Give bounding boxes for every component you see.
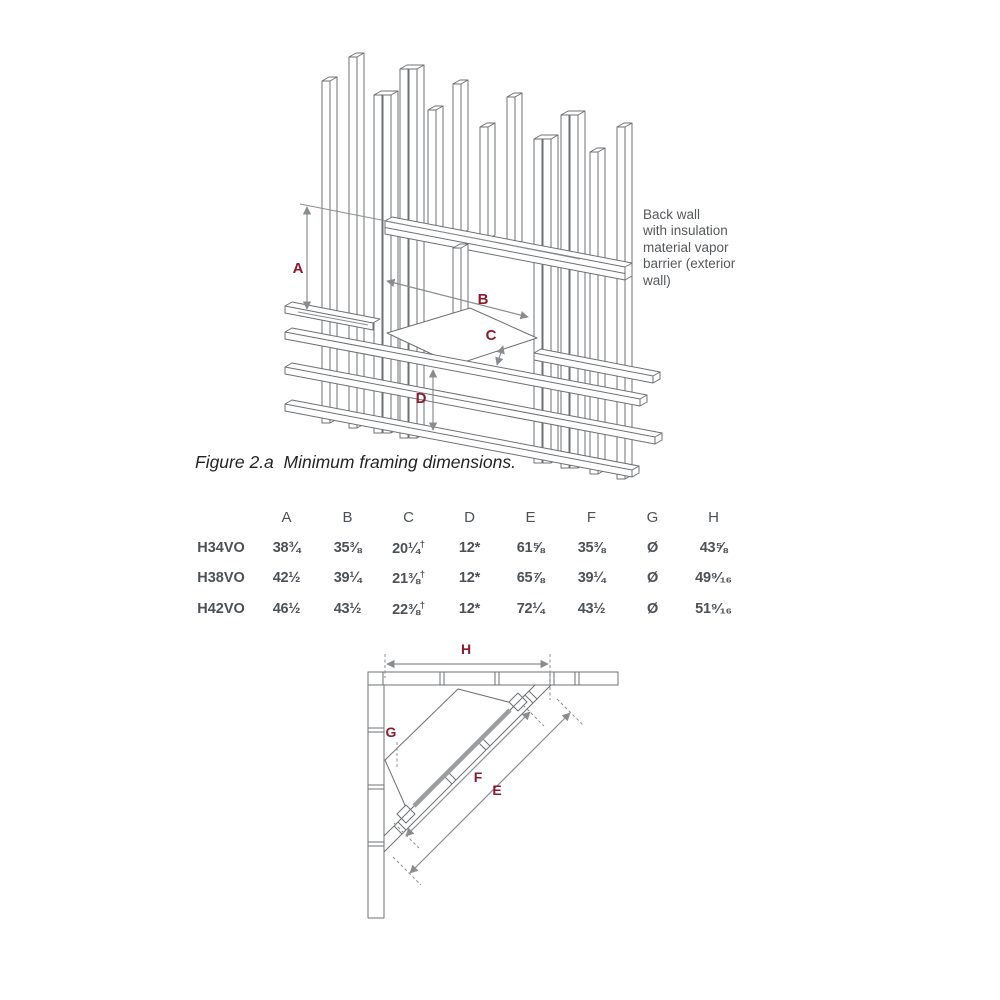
column-header-h: H	[708, 508, 719, 526]
dagger-note-mark: †	[419, 599, 425, 611]
column-header-f: F	[586, 508, 597, 526]
column-header-a: A	[281, 508, 292, 526]
dagger-note-mark: †	[419, 538, 425, 550]
table-cell: 43½	[577, 600, 606, 617]
model-label: H38VO	[197, 570, 245, 587]
table-cell: 38¾	[272, 539, 301, 556]
cripple-stud	[480, 123, 495, 239]
corner-framing-plan-diagram	[360, 638, 630, 933]
table-cell: 12*	[458, 539, 481, 556]
table-cell: 20¼†	[392, 538, 425, 557]
dimension-label-c: C	[485, 327, 497, 344]
table-cell: Ø	[646, 600, 659, 617]
model-label: H34VO	[197, 539, 245, 556]
isometric-framing-diagram	[270, 40, 700, 490]
table-cell: 65⅞	[516, 570, 545, 587]
table-cell: Ø	[646, 570, 659, 587]
table-cell: 49⁹⁄₁₆	[695, 570, 732, 587]
dimension-a	[293, 207, 307, 309]
table-cell: 46½	[272, 600, 301, 617]
table-cell: 43½	[333, 600, 362, 617]
dimension-label-b: B	[477, 291, 489, 308]
dimension-label-e: E	[492, 782, 502, 798]
table-cell: 39¼	[333, 570, 362, 587]
back-wall-note	[643, 207, 793, 289]
table-cell: 21⅜†	[392, 569, 425, 588]
table-cell: 43⅝	[699, 539, 728, 556]
dimension-label-h: H	[460, 641, 472, 657]
note-line: barrier (exterior	[643, 256, 736, 272]
table-cell: 42½	[272, 570, 301, 587]
table-cell: 51⁹⁄₁₆	[695, 600, 732, 617]
note-line: material vapor	[643, 239, 729, 255]
framing-dimensions-table	[186, 502, 744, 624]
dimension-label-a: A	[292, 260, 304, 277]
dagger-note-mark: †	[419, 569, 425, 581]
figure-caption: Figure 2.a Minimum framing dimensions.	[195, 452, 516, 472]
top-wall	[368, 672, 618, 685]
table-cell: 12*	[458, 570, 481, 587]
dimension-label-f: F	[473, 769, 483, 785]
stud	[349, 53, 364, 428]
left-wall	[368, 685, 384, 918]
note-line: wall)	[643, 272, 671, 288]
table-cell: 61⅝	[516, 539, 545, 556]
double-stud	[400, 65, 424, 438]
table-cell: Ø	[646, 539, 659, 556]
dimension-label-g: G	[385, 724, 397, 740]
column-header-e: E	[525, 508, 536, 526]
note-line: Back wall	[643, 207, 701, 222]
table-cell: 35⅜	[577, 539, 606, 556]
note-line: with insulation	[643, 223, 728, 239]
table-cell: 12*	[458, 600, 481, 617]
table-cell: 35⅜	[333, 539, 362, 556]
table-cell: 39¼	[577, 570, 606, 587]
column-header-d: D	[464, 508, 475, 526]
table-cell: 22⅜†	[392, 599, 425, 618]
cripple-stud	[507, 93, 522, 245]
column-header-c: C	[403, 508, 414, 526]
column-header-b: B	[342, 508, 353, 526]
cripple-stud	[428, 106, 443, 230]
column-header-g: G	[646, 508, 659, 526]
cripple-stud	[453, 80, 468, 234]
table-cell: 72¼	[516, 600, 545, 617]
model-label: H42VO	[197, 600, 245, 617]
dimension-label-d: D	[415, 390, 427, 407]
